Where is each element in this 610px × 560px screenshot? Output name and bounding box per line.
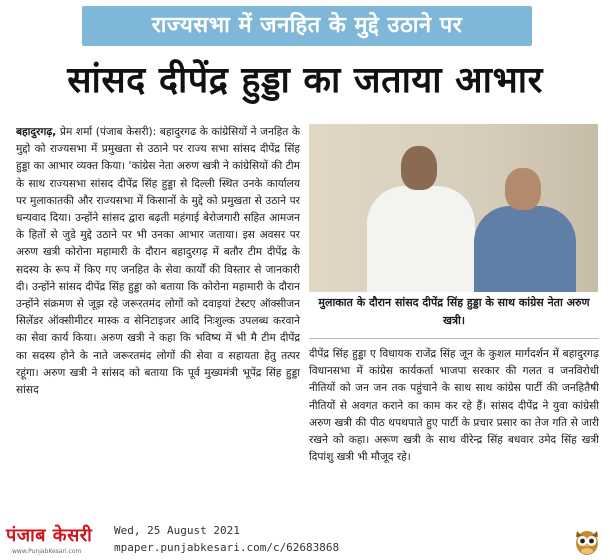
person-right-head <box>505 168 541 210</box>
owl-icon <box>572 526 602 556</box>
divider <box>309 338 599 339</box>
epaper-link[interactable]: mpaper.punjabkesari.com/c/62683868 <box>114 541 340 554</box>
logo-url: www.PunjabKesari.com <box>12 548 82 555</box>
kicker-banner: राज्यसभा में जनहित के मुद्दे उठाने पर <box>82 6 532 46</box>
footer <box>0 522 610 559</box>
footer-meta <box>114 522 454 556</box>
article-column-left <box>16 124 300 522</box>
article-photo <box>309 124 598 292</box>
person-left-figure <box>367 186 475 292</box>
headline: सांसद दीपेंद्र हुड्डा का जताया आभार <box>67 60 543 101</box>
byline: प्रेम शर्मा (पंजाब केसरी): <box>56 126 157 138</box>
logo-text: पंजाब केसरी <box>6 525 93 546</box>
person-left-head <box>401 146 437 190</box>
photo-caption: मुलाकात के दौरान सांसद दीपेंद्र सिंह हुड्डा के साथ कांग्रेस नेता अरुण खत्री। <box>318 296 590 327</box>
article-column-right: दीपेंद्र सिंह हुड्डा ए विधायक राजेंद्र सिंह जून के कुशल मार्गदर्शन में बहादुरगढ़ विधानसभा में कांग्रेस कार्यकर्ता भाजपा सरकार की गलत व जनविरोधी नीतियों को जन जन तक पहुंचाने के साथ साथ कांग्रेस पार्टी की जनहितैषी नीतियों से अवगत कराने का काम कर रहे हैं। सांसद दीपेंद्र ने युवा कांग्रेसी अरुण खत्री की पीठ थपथपाते हुए पार्टी के प्रचार प्रसार का तेज गति से जारी रखने को कहा। अरूण खत्री के साथ वीरेन्द्र सिंह बधवार उमेद सिंह खत्री दिपांशु खत्री भी मौजूद रहे। <box>309 348 599 464</box>
article-body-left: बहादुरगढ के कांग्रेसियों ने जनहित के मुद्दो को राज्यसभा में प्रमुखता से उठाने पर राज्य सभा सांसद दीपेंद्र सिंह हुड्डा का आभार व्यक्त किया। 'कांग्रेस नेता अरुण खत्री ने कांग्रेसियों की टीम के साथ राज्यसभा सांसद दीपेंद्र सिंह हुड्डा से दिल्ली स्थित उनके कार्यालय पर मुलाकातकी और राज्यसभा में किसानों के मुद्दे को प्रमुखता से उठाने पर धन्यवाद दिया। उन्होंने सांसद द्वारा बढ़ती महंगाई बेरोजगारी सहित आमजन के हितों से जुडे मुद्दे उठाने पर भी उनका आभार जताया। इस अवसर पर अरुण खत्री कोरोना महामारी के दौरान बहादुरगढ़ में बतौर टीम दीपेंद्र के सदस्य के रूप में किए गए जनहित के सेवा कार्यों की विस्तार से जानकारी दी। उन्होंने सांसद दीपेंद्र सिंह हुड्डा को बताया कि कोरोना महामारी के दौरान उन्होंने संक्रमण से जूझ रहे जरूरतमंद लोगों को दवाइयां टेस्टए ऑक्सीजन सिलेंडर ऑक्सीमीटर मास्क व सेनिटाइजर आदि निःशुल्क उपलब्ध करवाने का सेवा कार्य किया। अरुण खत्री ने कहा कि भविष्य में भी मै टीम दीपेंद्र का सदस्य होने के नाते जरूरतमंद लोगों की सेवा व सहायता हेतु तत्पर रहूंगा। अरुण खत्री ने सांसद को बताया कि पूर्व मुख्यमंत्री भूपेंद्र सिंह हुड्डा सांसद <box>16 126 300 397</box>
brand-logo[interactable] <box>6 524 106 556</box>
person-right-figure <box>474 206 576 292</box>
publication-date: Wed, 25 August 2021 <box>114 524 240 537</box>
dateline: बहादुरगढ़, <box>16 126 57 138</box>
